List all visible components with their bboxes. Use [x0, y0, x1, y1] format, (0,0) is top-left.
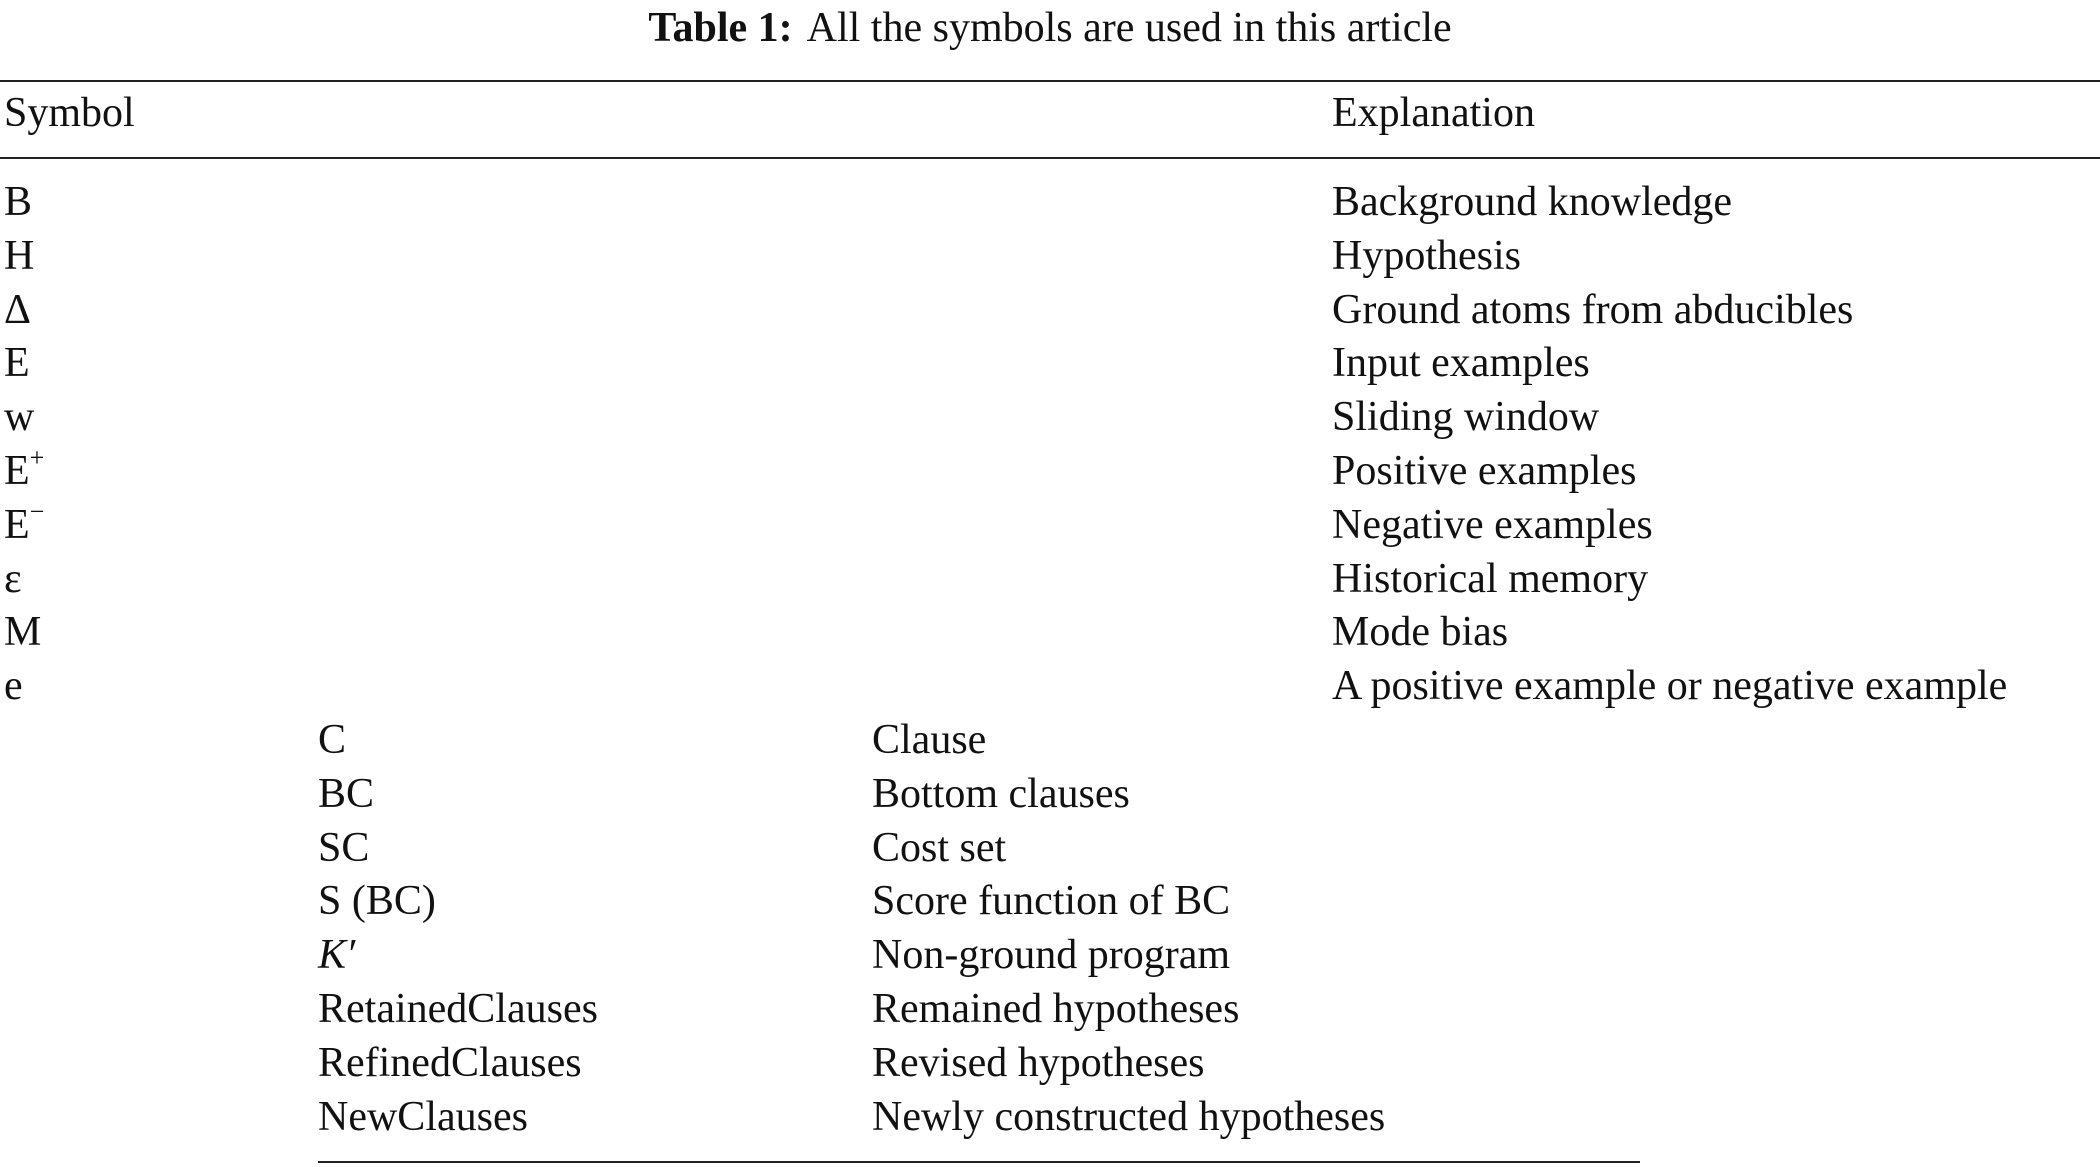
symbol-cell [318, 769, 374, 819]
symbol-cell [4, 661, 23, 711]
symbol-text: ε [4, 555, 22, 602]
header-rule [0, 157, 2100, 159]
explanation-cell: Negative examples [1332, 501, 1653, 548]
symbol-text: w [4, 394, 35, 441]
symbol-cell [4, 338, 30, 388]
caption-text: All the symbols are used in this article [806, 5, 1452, 51]
symbol-text: C [318, 717, 347, 763]
symbol-cell [318, 984, 598, 1034]
explanation-cell: Mode bias [1332, 609, 1509, 656]
explanation-cell: Historical memory [1332, 555, 1649, 602]
symbol-text: E [4, 448, 30, 494]
explanation-cell: Remained hypotheses [872, 986, 1240, 1032]
header-symbol: Symbol [4, 90, 135, 136]
explanation-cell: Score function of BC [872, 878, 1231, 925]
symbol-superscript: + [29, 443, 45, 472]
symbol-text: Δ [4, 286, 32, 333]
explanation-cell: Sliding window [1332, 394, 1600, 441]
explanation-cell: Cost set [872, 824, 1007, 871]
symbol-text: E [4, 501, 30, 548]
header-explanation: Explanation [1332, 90, 1535, 136]
symbol-cell [4, 177, 32, 227]
symbol-text: M [4, 609, 42, 656]
top-rule [0, 80, 2100, 82]
symbol-text: E [4, 340, 30, 387]
symbol-text: BC [318, 770, 375, 817]
symbol-cell [318, 715, 346, 765]
explanation-cell: Hypothesis [1332, 232, 1521, 279]
symbol-cell [4, 392, 34, 442]
symbol-cell [4, 554, 22, 604]
symbol-text: RetainedClauses [318, 986, 598, 1032]
symbol-cell [318, 876, 436, 926]
explanation-cell: A positive example or negative example [1332, 663, 2008, 710]
symbol-cell [318, 823, 369, 873]
symbol-text: K′ [318, 932, 356, 979]
symbol-text: S (BC) [318, 878, 436, 925]
symbol-cell [4, 607, 41, 657]
explanation-cell: Positive examples [1332, 448, 1637, 494]
explanation-cell: Newly constructed hypotheses [872, 1093, 1386, 1140]
symbol-text: H [4, 232, 35, 279]
symbol-cell [4, 285, 31, 335]
symbol-text: NewClauses [318, 1093, 528, 1140]
explanation-cell: Clause [872, 717, 987, 763]
explanation-cell: Ground atoms from abducibles [1332, 286, 1854, 333]
symbol-text: RefinedClauses [318, 1039, 582, 1086]
symbol-cell [4, 443, 45, 496]
symbol-text: SC [318, 824, 370, 871]
explanation-cell: Background knowledge [1332, 179, 1733, 225]
symbol-cell [4, 231, 34, 281]
symbol-cell [4, 496, 45, 550]
table-caption [0, 4, 2100, 52]
symbol-text: B [4, 179, 33, 225]
symbol-cell [318, 1092, 528, 1142]
explanation-cell: Input examples [1332, 340, 1590, 387]
bottom-rule [318, 1161, 1640, 1163]
explanation-cell: Bottom clauses [872, 770, 1130, 817]
symbol-text: e [4, 663, 23, 710]
symbol-superscript: − [29, 496, 45, 526]
symbol-cell [318, 1038, 582, 1088]
explanation-cell: Revised hypotheses [872, 1039, 1205, 1086]
caption-label: Table 1: [648, 5, 793, 51]
explanation-cell: Non-ground program [872, 932, 1231, 979]
symbol-cell [318, 930, 355, 980]
